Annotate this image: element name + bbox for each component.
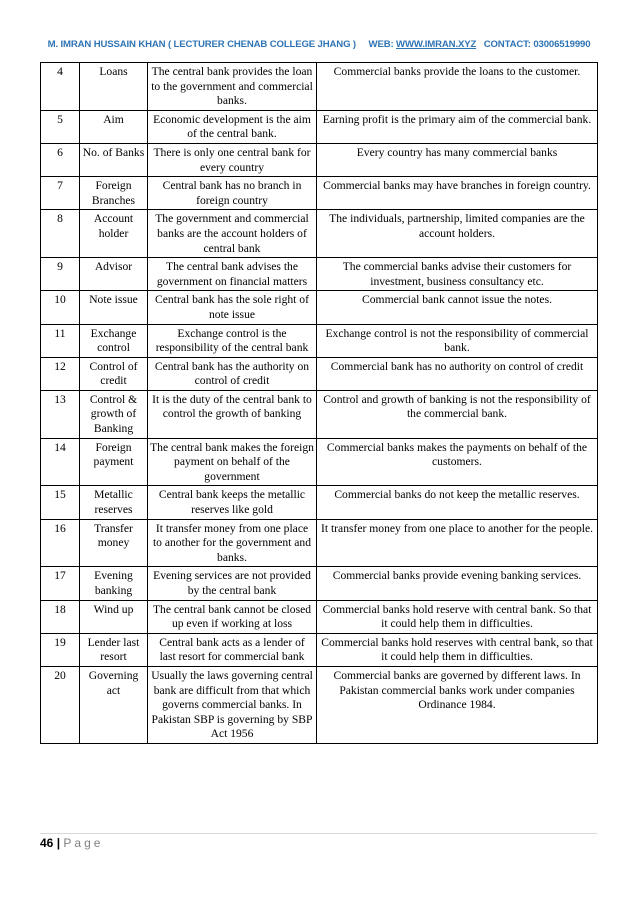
row-topic: Aim: [80, 110, 148, 143]
row-number: 16: [41, 519, 80, 567]
header-web-link[interactable]: WWW.IMRAN.XYZ: [396, 39, 477, 50]
row-number: 11: [41, 324, 80, 357]
table-row: [41, 110, 598, 143]
row-topic: Foreign payment: [80, 438, 148, 486]
row-topic: Advisor: [80, 258, 148, 291]
central-bank-cell: It is the duty of the central bank to control the growth of banking: [148, 390, 317, 438]
commercial-bank-cell: Commercial banks are governed by different laws. In Pakistan commercial banks work under companies Ordinance 1984.: [317, 666, 598, 743]
table-row: [41, 438, 598, 486]
row-number: 14: [41, 438, 80, 486]
table-row: [41, 390, 598, 438]
central-bank-cell: The central bank makes the foreign payment on behalf of the government: [148, 438, 317, 486]
central-bank-cell: The government and commercial banks are the account holders of central bank: [148, 210, 317, 258]
table-row: [41, 177, 598, 210]
table-row: [41, 567, 598, 600]
commercial-bank-cell: The commercial banks advise their customers for investment, business consultancy etc.: [317, 258, 598, 291]
row-number: 4: [41, 63, 80, 111]
row-topic: Evening banking: [80, 567, 148, 600]
commercial-bank-cell: Commercial banks makes the payments on behalf of the customers.: [317, 438, 598, 486]
commercial-bank-cell: Commercial banks may have branches in foreign country.: [317, 177, 598, 210]
table-row: [41, 324, 598, 357]
row-topic: Wind up: [80, 600, 148, 633]
table-row: [41, 666, 598, 743]
row-number: 12: [41, 357, 80, 390]
comparison-table: [40, 62, 598, 744]
row-topic: Control of credit: [80, 357, 148, 390]
central-bank-cell: Central bank has no branch in foreign country: [148, 177, 317, 210]
row-topic: Lender last resort: [80, 633, 148, 666]
commercial-bank-cell: Commercial bank has no authority on control of credit: [317, 357, 598, 390]
commercial-bank-cell: Every country has many commercial banks: [317, 143, 598, 176]
central-bank-cell: Usually the laws governing central bank are difficult from that which governs commercial banks. In Pakistan SBP is governing by SBP Act 1956: [148, 666, 317, 743]
table-row: [41, 357, 598, 390]
central-bank-cell: Central bank has the sole right of note issue: [148, 291, 317, 324]
commercial-bank-cell: Control and growth of banking is not the responsibility of the commercial bank.: [317, 390, 598, 438]
footer-separator: |: [53, 836, 64, 850]
header-web-label: WEB:: [368, 39, 394, 50]
row-topic: Transfer money: [80, 519, 148, 567]
row-topic: Exchange control: [80, 324, 148, 357]
central-bank-cell: Evening services are not provided by the central bank: [148, 567, 317, 600]
table-row: [41, 486, 598, 519]
commercial-bank-cell: It transfer money from one place to another for the people.: [317, 519, 598, 567]
row-number: 10: [41, 291, 80, 324]
row-number: 8: [41, 210, 80, 258]
row-number: 15: [41, 486, 80, 519]
central-bank-cell: Economic development is the aim of the central bank.: [148, 110, 317, 143]
row-number: 18: [41, 600, 80, 633]
central-bank-cell: The central bank cannot be closed up even if working at loss: [148, 600, 317, 633]
row-topic: Note issue: [80, 291, 148, 324]
row-number: 13: [41, 390, 80, 438]
central-bank-cell: Exchange control is the responsibility of the central bank: [148, 324, 317, 357]
row-number: 5: [41, 110, 80, 143]
row-number: 6: [41, 143, 80, 176]
table-row: [41, 291, 598, 324]
commercial-bank-cell: Exchange control is not the responsibility of commercial bank.: [317, 324, 598, 357]
page-number: 46: [40, 836, 54, 850]
row-topic: Foreign Branches: [80, 177, 148, 210]
commercial-bank-cell: The individuals, partnership, limited companies are the account holders.: [317, 210, 598, 258]
header-contact: CONTACT: 03006519990: [483, 39, 591, 50]
central-bank-cell: There is only one central bank for every country: [148, 143, 317, 176]
commercial-bank-cell: Commercial banks hold reserve with central bank. So that it could help them in difficulties.: [317, 600, 598, 633]
table-row: [41, 143, 598, 176]
footer-divider: [40, 833, 597, 834]
table-row: [41, 258, 598, 291]
page-footer: [40, 836, 103, 850]
table-row: [41, 210, 598, 258]
row-number: 19: [41, 633, 80, 666]
page-header: [0, 39, 638, 50]
central-bank-cell: Central bank acts as a lender of last resort for commercial bank: [148, 633, 317, 666]
central-bank-cell: It transfer money from one place to another for the government and banks.: [148, 519, 317, 567]
page-label: Page: [63, 836, 104, 850]
central-bank-cell: Central bank has the authority on control of credit: [148, 357, 317, 390]
row-topic: Loans: [80, 63, 148, 111]
central-bank-cell: The central bank advises the government on financial matters: [148, 258, 317, 291]
table-row: [41, 633, 598, 666]
table-row: [41, 519, 598, 567]
commercial-bank-cell: Commercial banks provide evening banking services.: [317, 567, 598, 600]
row-topic: Governing act: [80, 666, 148, 743]
row-topic: Metallic reserves: [80, 486, 148, 519]
table-row: [41, 600, 598, 633]
row-topic: Control & growth of Banking: [80, 390, 148, 438]
row-number: 17: [41, 567, 80, 600]
row-topic: Account holder: [80, 210, 148, 258]
commercial-bank-cell: Commercial banks hold reserves with central bank, so that it could help them in difficulties.: [317, 633, 598, 666]
commercial-bank-cell: Commercial banks provide the loans to the customer.: [317, 63, 598, 111]
commercial-bank-cell: Commercial banks do not keep the metallic reserves.: [317, 486, 598, 519]
row-number: 7: [41, 177, 80, 210]
row-number: 9: [41, 258, 80, 291]
row-number: 20: [41, 666, 80, 743]
central-bank-cell: The central bank provides the loan to the government and commercial banks.: [148, 63, 317, 111]
comparison-table-body: [41, 63, 598, 744]
row-topic: No. of Banks: [80, 143, 148, 176]
header-author: M. IMRAN HUSSAIN KHAN ( LECTURER CHENAB COLLEGE JHANG ): [47, 39, 356, 50]
commercial-bank-cell: Commercial bank cannot issue the notes.: [317, 291, 598, 324]
central-bank-cell: Central bank keeps the metallic reserves like gold: [148, 486, 317, 519]
table-row: [41, 63, 598, 111]
commercial-bank-cell: Earning profit is the primary aim of the commercial bank.: [317, 110, 598, 143]
